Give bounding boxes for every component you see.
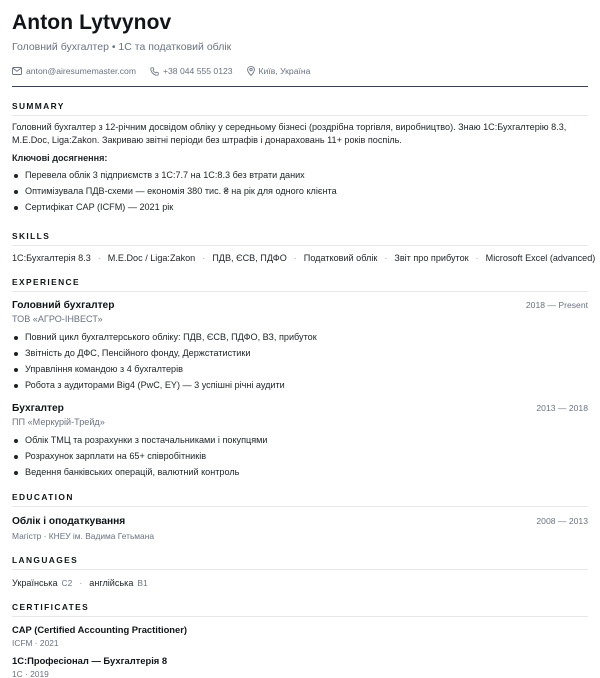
- candidate-headline: Головний бухгалтер • 1С та податковий облік: [12, 41, 232, 53]
- job-title: Бухгалтер: [12, 403, 64, 414]
- phone-text: +38 044 555 0123: [163, 66, 233, 76]
- summary-section: [12, 101, 588, 215]
- job-dates: 2013 — 2018: [536, 403, 588, 413]
- language-level: C2: [61, 578, 73, 588]
- job-company: ПП «Меркурій-Трейд»: [12, 417, 105, 427]
- section-divider: [12, 115, 588, 116]
- list-item: Ведення банківських операцій, валютний контроль: [12, 464, 588, 480]
- list-item: Робота з аудиторами Big4 (PwC, EY) — 3 успішні річні аудити: [12, 377, 588, 393]
- candidate-name: Anton Lytvynov: [12, 11, 172, 34]
- languages-section: [12, 555, 588, 589]
- certificate-entry: [12, 624, 588, 649]
- list-item: Розрахунок зарплати на 65+ співробітників: [12, 448, 588, 464]
- experience-title: EXPERIENCE: [12, 277, 80, 287]
- contact-row: [12, 65, 588, 77]
- certificate-entry: [12, 655, 588, 678]
- email-text: anton@airesumemaster.com: [26, 66, 136, 76]
- separator: ·: [293, 253, 297, 263]
- language-name: Українська: [12, 578, 58, 588]
- job-bullets: [12, 329, 588, 393]
- separator: ·: [97, 253, 101, 263]
- location-text: Київ, Україна: [258, 66, 311, 76]
- achievements-list: [12, 167, 588, 215]
- languages-title: LANGUAGES: [12, 555, 79, 565]
- certificates-section: [12, 602, 588, 678]
- education-dates: 2008 — 2013: [536, 516, 588, 526]
- header-divider: [12, 86, 588, 87]
- education-details: Магістр · КНЕУ ім. Вадима Гетьмана: [12, 531, 155, 541]
- section-divider: [12, 245, 588, 246]
- list-item: Облік ТМЦ та розрахунки з постачальниками і покупцями: [12, 432, 588, 448]
- job-entry: [12, 299, 588, 393]
- languages-list: [12, 577, 588, 589]
- job-entry: [12, 402, 588, 480]
- skills-list: [12, 252, 596, 264]
- summary-text: Головний бухгалтер з 12-річним досвідом обліку у середньому бізнесі (роздрібна торгівля, виробництво). Знаю 1С:Бухгалтерію 8.3, M.E.Doc, Liga:Zakon. Закриваю звітні періоди без штрафів і донараховань 11+ років поспіль.: [12, 122, 567, 145]
- education-degree: Облік і оподаткування: [12, 516, 126, 527]
- list-item: Сертифікат CAP (ICFM) — 2021 рік: [12, 199, 588, 215]
- separator: ·: [79, 578, 83, 588]
- summary-title: SUMMARY: [12, 101, 65, 111]
- certificate-meta: 1С · 2019: [12, 669, 49, 678]
- language-name: англійська: [89, 578, 134, 588]
- certificates-title: CERTIFICATES: [12, 602, 90, 612]
- skills-title: SKILLS: [12, 231, 51, 241]
- phone-icon: [150, 67, 159, 76]
- language-level: B1: [137, 578, 148, 588]
- experience-section: [12, 277, 588, 480]
- certificate-meta: ICFM · 2021: [12, 638, 59, 648]
- job-company: ТОВ «АГРО-ІНВЕСТ»: [12, 314, 103, 324]
- job-dates: 2018 — Present: [525, 300, 588, 310]
- section-divider: [12, 616, 588, 617]
- list-item: Звітність до ДФС, Пенсійного фонду, Держстатистики: [12, 345, 588, 361]
- job-bullets: [12, 432, 588, 480]
- job-header: [12, 299, 588, 312]
- section-divider: [12, 291, 588, 292]
- mail-icon: [12, 67, 22, 75]
- separator: ·: [475, 253, 479, 263]
- education-section: [12, 492, 588, 542]
- education-title: EDUCATION: [12, 492, 74, 502]
- skill-item: Податковий облік: [303, 253, 378, 263]
- skill-item: M.E.Doc / Liga:Zakon: [107, 253, 196, 263]
- skill-item: Microsoft Excel (advanced): [485, 253, 596, 263]
- skills-section: [12, 231, 596, 264]
- separator: ·: [384, 253, 388, 263]
- contact-email[interactable]: [12, 65, 136, 77]
- contact-phone[interactable]: [150, 65, 233, 77]
- list-item: Оптимізувала ПДВ-схеми — економія 380 тис. ₴ на рік для одного клієнта: [12, 183, 588, 199]
- certificate-name: 1С:Професіонал — Бухгалтерія 8: [12, 655, 168, 666]
- contact-location: [247, 65, 311, 77]
- section-divider: [12, 569, 588, 570]
- separator: ·: [202, 253, 206, 263]
- skill-item: ПДВ, ЄСВ, ПДФО: [212, 253, 287, 263]
- list-item: Перевела облік 3 підприємств з 1С:7.7 на 1С:8.3 без втрати даних: [12, 167, 588, 183]
- education-header: [12, 515, 588, 528]
- achievements-label: Ключові досягнення:: [12, 153, 108, 163]
- certificate-name: CAP (Certified Accounting Practitioner): [12, 624, 188, 635]
- section-divider: [12, 506, 588, 507]
- skill-item: Звіт про прибуток: [394, 253, 469, 263]
- map-pin-icon: [247, 66, 255, 76]
- job-header: [12, 402, 588, 415]
- list-item: Повний цикл бухгалтерського обліку: ПДВ, ЄСВ, ПДФО, ВЗ, прибуток: [12, 329, 588, 345]
- resume-header: [12, 10, 588, 87]
- list-item: Управління командою з 4 бухгалтерів: [12, 361, 588, 377]
- skill-item: 1С:Бухгалтерія 8.3: [12, 253, 91, 263]
- job-title: Головний бухгалтер: [12, 300, 115, 311]
